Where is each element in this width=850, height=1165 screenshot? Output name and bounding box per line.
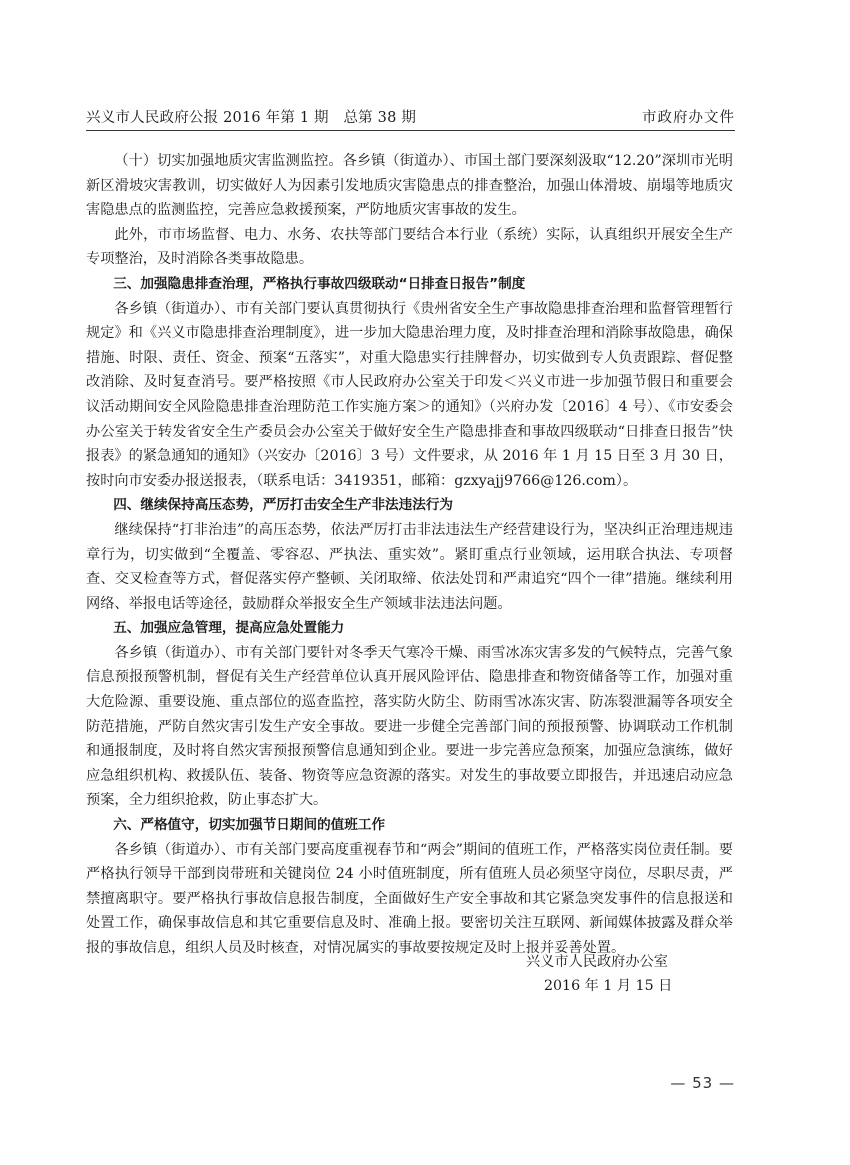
document-body: [86, 149, 733, 961]
paragraph: 各乡镇（街道办）、市有关部门要认真贯彻执行《贵州省安全生产事故隐患排查治理和监督管理暂行规定》和《兴义市隐患排查治理制度》，进一步加大隐患治理力度，及时排查治理和消除事故隐患，确保措施、时限、责任、资金、预案“五落实”，对重大隐患实行挂牌督办，切实做到专人负责跟踪、督促整改消除、及时复查消号。要严格按照《市人民政府办公室关于印发＜兴义市进一步加强节假日和重要会议活动期间安全风险隐患排查治理防范工作实施方案＞的通知》（兴府办发〔2016〕4 号）、《市安委会办公室关于转发省安全生产委员会办公室关于做好安全生产隐患排查和事故四级联动“日排查日报告”快报表》的紧急通知的通知》（兴安办〔2016〕3 号）文件要求，从 2016 年 1 月 15 日至 3 月 30 日，按时向市安委办报送报表，（联系电话：3419351，邮箱：gzxyajj9766@126.com）。: [86, 300, 733, 489]
paragraph: 各乡镇（街道办）、市有关部门要高度重视春节和“两会”期间的值班工作，严格落实岗位责任制。要严格执行领导干部到岗带班和关键岗位 24 小时值班制度，所有值班人员必须坚守岗位，尽职尽责，严禁擅离职守。要严格执行事故信息报告制度，全面做好生产安全事故和其它紧急突发事件的信息报送和处置工作，确保事故信息和其它重要信息及时、准确上报。要密切关注互联网、新闻媒体披露及群众举报的事故信息，组织人员及时核查，对情况属实的事故要按规定及时上报并妥善处置。: [86, 841, 733, 956]
paragraph: 此外，市市场监督、电力、水务、农扶等部门要结合本行业（系统）实际，认真组织开展安全生产专项整治，及时消除各类事故隐患。: [86, 226, 733, 268]
page-number: — 53 —: [670, 1074, 735, 1092]
section-heading: 三、加强隐患排查治理，严格执行事故四级联动“日排查日报告”制度: [113, 275, 526, 292]
paragraph: （十）切实加强地质灾害监测监控。各乡镇（街道办）、市国土部门要深刻汲取“12.20”深圳市光明新区滑坡灾害教训，切实做好人为因素引发地质灾害隐患点的排查整治，加强山体滑坡、崩塌等地质灾害隐患点的监测监控，完善应急救援预案，严防地质灾害事故的发生。: [86, 153, 733, 219]
section-heading: 六、严格值守，切实加强节日期间的值班工作: [113, 817, 386, 834]
header-publication: 兴义市人民政府公报 2016 年第 1 期 总第 38 期: [86, 110, 417, 126]
signature-block: [520, 950, 720, 998]
paragraph: 继续保持“打非治违”的高压态势，依法严厉打击非法违法生产经营建设行为，坚决纠正治理违规违章行为，切实做到“全覆盖、零容忍、严执法、重实效”。紧盯重点行业领域，运用联合执法、专项督查、交叉检查等方式，督促落实停产整顿、关闭取缔、依法处罚和严肃追究“四个一律”措施。继续利用网络、举报电话等途径，鼓励群众举报安全生产领域非法违法问题。: [86, 521, 733, 612]
issue-date: 2016 年 1 月 15 日: [544, 978, 673, 994]
section-heading: 五、加强应急管理，提高应急处置能力: [113, 620, 345, 637]
running-header: [86, 104, 735, 131]
paragraph: 各乡镇（街道办）、市有关部门要针对冬季天气寒冷干燥、雨雪冰冻灾害多发的气候特点，完善气象信息预报预警机制，督促有关生产经营单位认真开展风险评估、隐患排查和物资储备等工作，加强对重大危险源、重要设施、重点部位的巡查监控，落实防火防尘、防雨雪冰冻灾害、防冻裂泄漏等各项安全防范措施，严防自然灾害引发生产安全事故。要进一步健全完善部门间的预报预警、协调联动工作机制和通报制度，及时将自然灾害预报预警信息通知到企业。要进一步完善应急预案，加强应急演练，做好应急组织机构、救援队伍、装备、物资等应急资源的落实。对发生的事故要立即报告，并迅速启动应急预案，全力组织抢救，防止事态扩大。: [86, 644, 733, 809]
issuing-office: 兴义市人民政府办公室: [526, 954, 668, 970]
header-section: 市政府办文件: [642, 110, 735, 126]
section-heading: 四、继续保持高压态势，严厉打击安全生产非法违法行为: [113, 497, 454, 514]
